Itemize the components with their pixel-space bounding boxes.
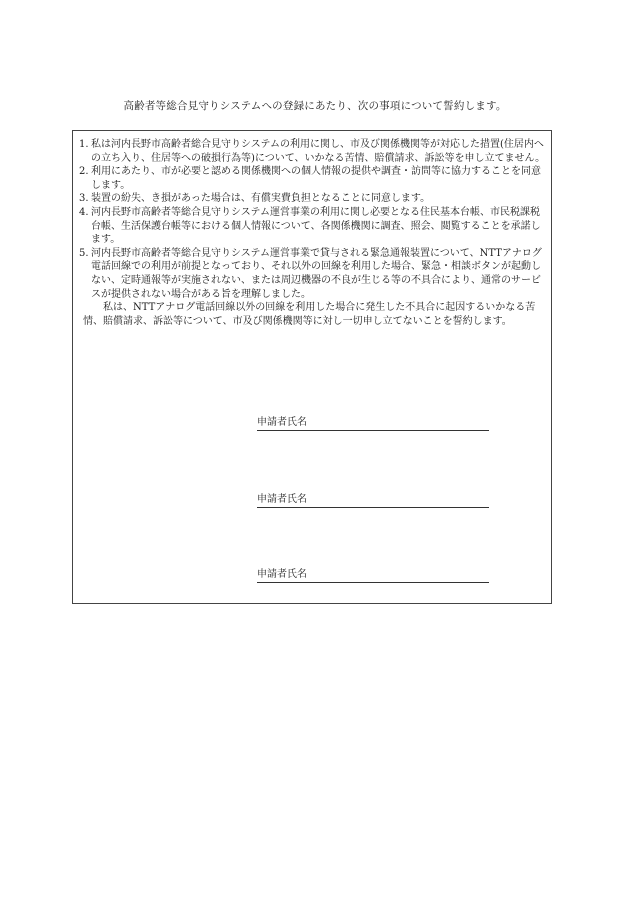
signature-label: 申請者氏名 [257, 494, 307, 505]
pledge-item-5 [79, 247, 549, 301]
applicant-signature-line-2[interactable] [257, 493, 489, 508]
item-text: 装置の紛失、き損があった場合は、有償実費負担となることに同意します。 [91, 193, 431, 205]
item-text: 私は河内長野市高齢者総合見守りシステムの利用に関し、市及び関係機関等が対応した措置(住居内への立ち入り、住居等への破損行為等)について、いかなる苦情、賠償請求、訴訟等を申し立てません。 [91, 139, 546, 164]
pledge-box [72, 130, 552, 604]
signature-label: 申請者氏名 [257, 569, 307, 580]
pledge-items [79, 138, 549, 328]
pledge-item-4 [79, 206, 549, 247]
pledge-statement: 私は、NTTアナログ電話回線以外の回線を利用した場合に発生した不具合に起因するいかなる苦情、賠償請求、訴訟等について、市及び関係機関等に対し一切申し立てないことを誓約します。 [83, 302, 536, 327]
pledge-heading: 高齢者等総合見守りシステムへの登録にあたり、次の事項について誓約します。 [123, 100, 507, 112]
item-number: 4. [79, 206, 89, 218]
item-text: 河内長野市高齢者等総合見守りシステム運営事業で貸与される緊急通報装置について、NTTアナログ電話回線での利用が前提となっており、それ以外の回線を利用した場合、緊急・相談ボタンが起動しない、定時通報等が実施されない、または周辺機器の不良が生じる等の不具合により、通常のサービスが提供されない場合がある旨を理解しました。 [91, 247, 542, 300]
item-number: 3. [79, 193, 89, 205]
pledge-item-1 [79, 138, 549, 165]
applicant-signature-line-1[interactable] [257, 416, 489, 431]
pledge-item-2 [79, 165, 549, 192]
signature-label: 申請者氏名 [257, 417, 307, 428]
item-text: 河内長野市高齢者等総合見守りシステム運営事業の利用に関し必要となる住民基本台帳、市民税課税台帳、生活保護台帳等における個人情報について、各関係機関に調査、照会、閲覧することを承諾します。 [91, 206, 541, 246]
applicant-signature-line-3[interactable] [257, 568, 489, 583]
item-number: 1. [79, 139, 89, 150]
item-text: 利用にあたり、市が必要と認める関係機関への個人情報の提供や調査・訪問等に協力することを同意します。 [91, 166, 541, 191]
item-number: 2. [79, 166, 89, 178]
pledge-item-3 [79, 192, 549, 206]
item-number: 5. [79, 247, 89, 259]
